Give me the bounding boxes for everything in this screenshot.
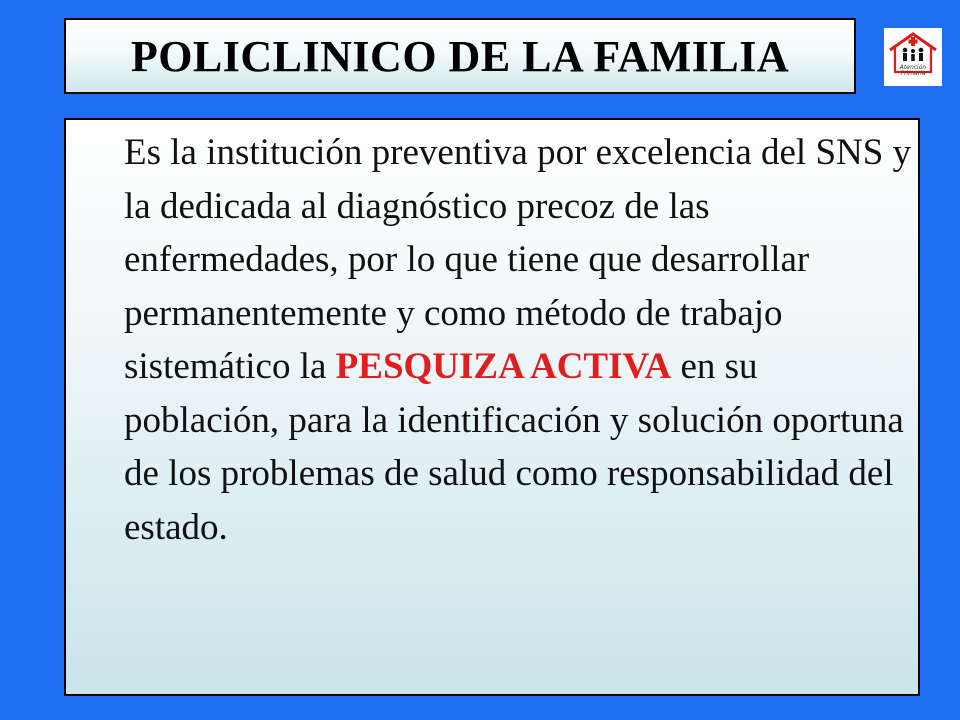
body-text-after: en su población, para la identificación y solución oportuna de los problemas de salud como responsabilidad del estado. xyxy=(124,346,904,548)
family-house-logo-icon xyxy=(884,28,942,86)
body-text-before: Es la institución preventiva por excelencia del SNS y la dedicada al diagnóstico precoz de las enfermedades, por lo que tiene que desarrollar permanentemente y como método de trabajo sistemático la xyxy=(124,132,912,387)
slide-title: POLICLINICO DE LA FAMILIA xyxy=(130,31,790,81)
body-paragraph xyxy=(124,126,914,554)
body-highlight: PESQUIZA ACTIVA xyxy=(335,346,672,387)
logo-text-line1: Atención xyxy=(899,64,927,71)
content-box xyxy=(64,118,920,696)
logo-text-line2: Primaria xyxy=(900,70,926,77)
title-box xyxy=(64,18,856,94)
logo xyxy=(884,28,942,86)
